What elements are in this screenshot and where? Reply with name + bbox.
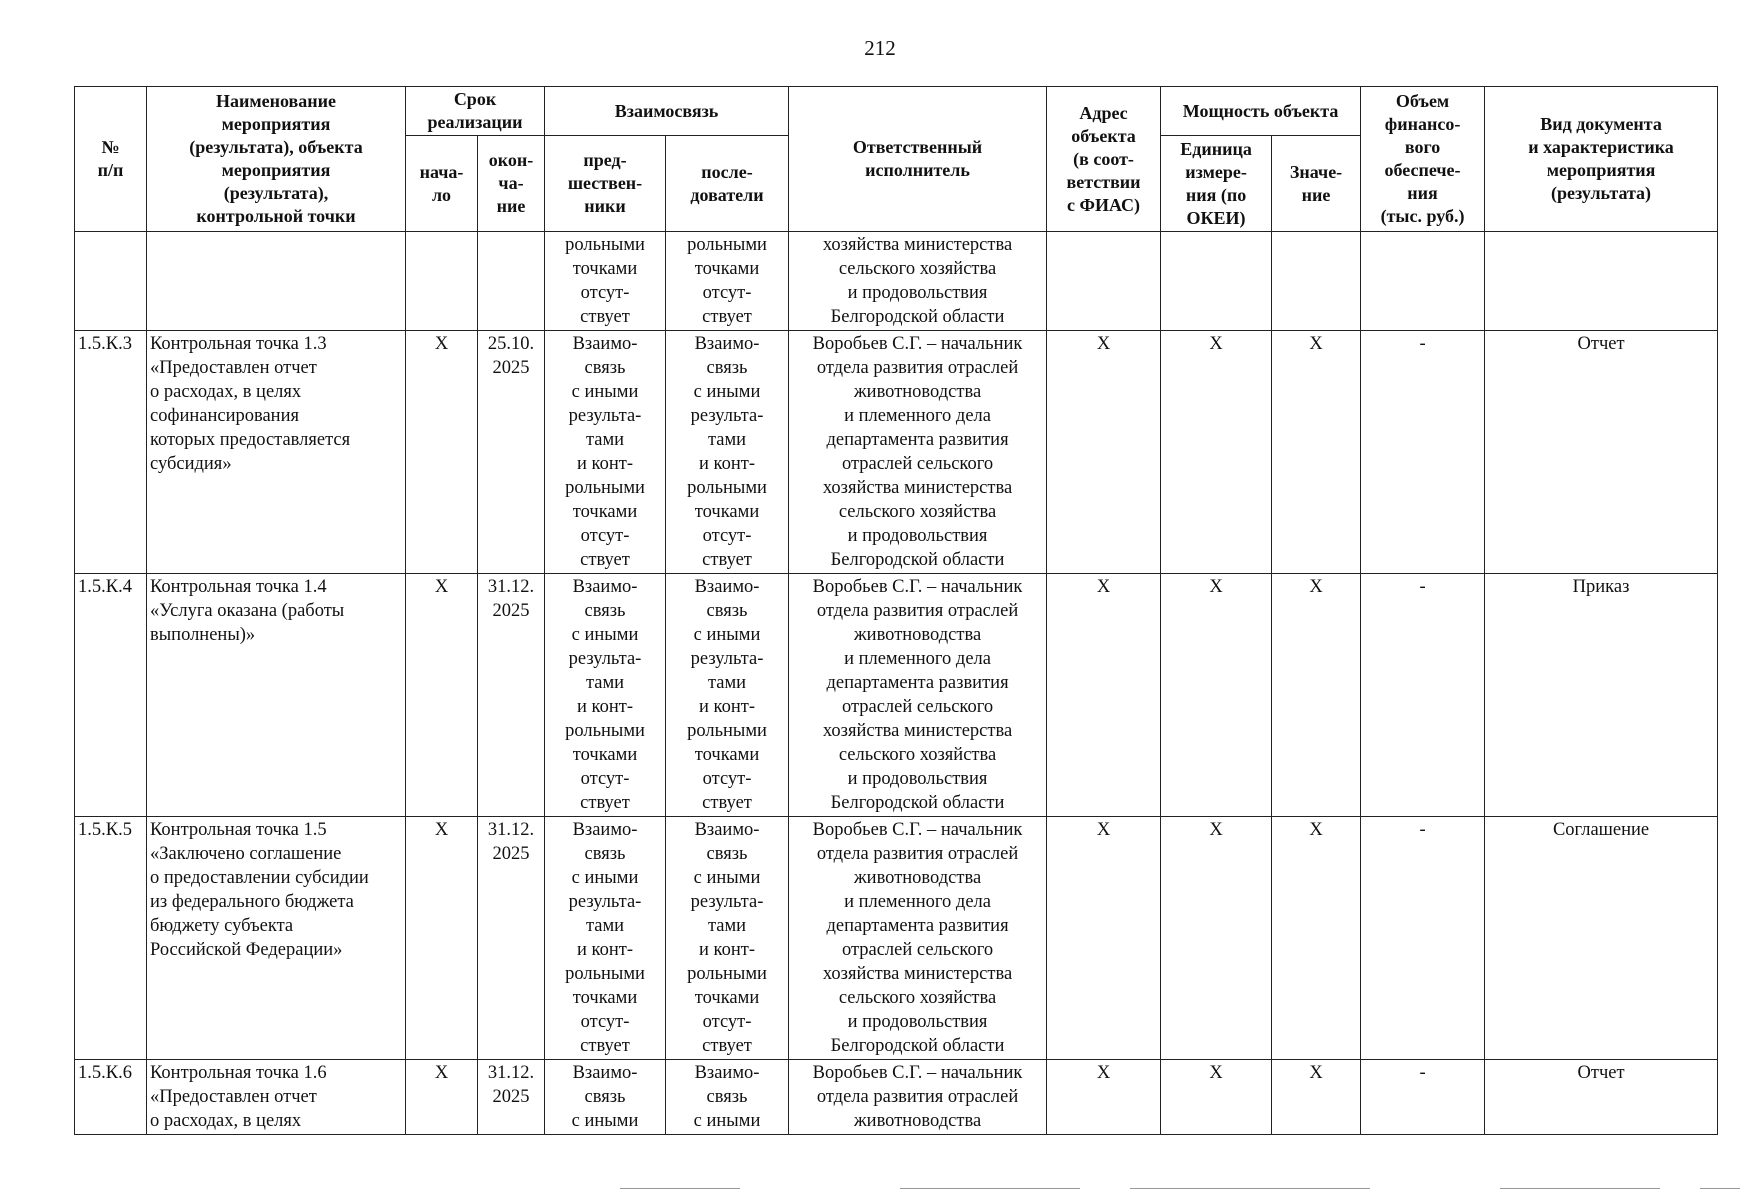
- text-line: с иными: [693, 868, 761, 888]
- cell-value: X: [1272, 1060, 1361, 1135]
- text-line: Белгородской области: [830, 550, 1005, 570]
- text-line: с иными: [693, 625, 761, 645]
- text-line: отдела развития отраслей: [816, 358, 1019, 378]
- text-line: департамента развития: [826, 673, 1009, 693]
- text-line: связь: [706, 844, 748, 864]
- cell-start: [406, 232, 478, 331]
- text-line: отсут-: [580, 526, 630, 546]
- text-line: Воробьев С.Г. – начальник: [812, 334, 1023, 354]
- cell-end: [478, 574, 545, 817]
- cell-end: [478, 232, 545, 331]
- table-row: [75, 574, 1718, 817]
- cell-predecessors: [545, 331, 666, 574]
- text-line: Белгородской области: [830, 793, 1005, 813]
- text-line: Взаимо-: [694, 334, 760, 354]
- cell-value: X: [1272, 574, 1361, 817]
- text-line: окон-: [488, 150, 534, 170]
- cell-unit: X: [1161, 331, 1272, 574]
- text-line: пред-: [583, 150, 627, 170]
- text-line: и продовольствия: [847, 283, 988, 303]
- text-line: отсут-: [702, 283, 752, 303]
- text-line: сельского хозяйства: [838, 988, 997, 1008]
- text-line: Воробьев С.Г. – начальник: [812, 820, 1023, 840]
- text-line: реализации: [427, 112, 523, 132]
- text-line: 2025: [492, 844, 530, 864]
- text-line: Адрес: [1079, 102, 1128, 123]
- text-line: и конт-: [577, 454, 633, 474]
- cell-num: 1.5.К.4: [75, 574, 147, 817]
- text-line: субсидия»: [150, 454, 232, 474]
- text-line: животноводства: [853, 625, 982, 645]
- text-line: отдела развития отраслей: [816, 1087, 1019, 1107]
- text-line: связь: [706, 1087, 748, 1107]
- text-line: Значе-: [1289, 161, 1343, 182]
- text-line: ники: [584, 196, 626, 216]
- text-line: связь: [584, 844, 626, 864]
- text-line: отсут-: [580, 1012, 630, 1032]
- text-line: точками: [572, 745, 638, 765]
- text-line: департамента развития: [826, 916, 1009, 936]
- text-line: 31.12.: [487, 820, 535, 840]
- cell-successors: [666, 232, 789, 331]
- cell-responsible: [789, 1060, 1047, 1135]
- text-line: ствует: [702, 1036, 752, 1056]
- cell-successors: [666, 1060, 789, 1135]
- text-line: исполнитель: [865, 160, 970, 180]
- text-line: бюджету субъекта: [150, 916, 294, 936]
- text-line: и конт-: [699, 454, 756, 474]
- text-line: измере-: [1185, 161, 1247, 182]
- cell-funding: -: [1361, 331, 1485, 574]
- header-name: [147, 87, 406, 232]
- text-line: хозяйства министерства: [822, 964, 1013, 984]
- text-line: ние: [1301, 184, 1331, 205]
- cell-responsible: [789, 817, 1047, 1060]
- table-row-continuation: [75, 232, 1718, 331]
- cell-value: X: [1272, 331, 1361, 574]
- cell-unit: X: [1161, 1060, 1272, 1135]
- text-line: «Заключено соглашение: [150, 844, 342, 864]
- text-line: ло: [431, 184, 452, 205]
- text-line: точками: [572, 259, 638, 279]
- text-line: Белгородской области: [830, 1036, 1005, 1056]
- text-line: ветствии: [1066, 171, 1141, 192]
- text-line: результа-: [568, 406, 642, 426]
- cell-predecessors: [545, 817, 666, 1060]
- text-line: о расходах, в целях: [150, 382, 302, 402]
- cell-doc: Отчет: [1485, 331, 1718, 574]
- header-responsible: [789, 87, 1047, 232]
- text-line: мероприятия: [221, 160, 331, 180]
- text-line: связь: [584, 1087, 626, 1107]
- text-line: сельского хозяйства: [838, 259, 997, 279]
- text-line: рольными: [687, 964, 767, 984]
- text-line: отсут-: [580, 283, 630, 303]
- text-line: 2025: [492, 1087, 530, 1107]
- cell-funding: -: [1361, 574, 1485, 817]
- text-line: животноводства: [853, 382, 982, 402]
- text-line: тами: [585, 916, 625, 936]
- text-line: тами: [707, 673, 747, 693]
- text-line: ча-: [498, 173, 524, 193]
- header-funding: [1361, 87, 1485, 232]
- cell-doc: Приказ: [1485, 574, 1718, 817]
- text-line: финансо-: [1384, 114, 1461, 134]
- text-line: отсут-: [702, 769, 752, 789]
- text-line: 31.12.: [487, 577, 535, 597]
- text-line: связь: [706, 358, 748, 378]
- cell-start: X: [406, 331, 478, 574]
- text-line: Воробьев С.Г. – начальник: [812, 577, 1023, 597]
- text-line: Взаимо-: [694, 1063, 760, 1083]
- text-line: результа-: [568, 649, 642, 669]
- header-start: [406, 136, 478, 232]
- text-line: тами: [585, 673, 625, 693]
- text-line: ствует: [702, 793, 752, 813]
- text-line: и конт-: [577, 697, 633, 717]
- text-line: мероприятия: [1546, 160, 1656, 180]
- text-line: результа-: [690, 406, 764, 426]
- text-line: рольными: [565, 235, 645, 255]
- text-line: с иными: [693, 1111, 761, 1131]
- text-line: с иными: [571, 382, 639, 402]
- header-capacity: Мощность объекта: [1161, 87, 1361, 136]
- cell-responsible: [789, 331, 1047, 574]
- header-address: [1047, 87, 1161, 232]
- cell-address: X: [1047, 817, 1161, 1060]
- text-line: (тыс. руб.): [1380, 206, 1465, 226]
- cell-num: 1.5.К.3: [75, 331, 147, 574]
- scan-artifact-lines: [0, 1188, 1760, 1192]
- text-line: Контрольная точка 1.4: [150, 577, 327, 597]
- text-line: Срок: [453, 89, 497, 109]
- text-line: рольными: [687, 235, 767, 255]
- text-line: ствует: [702, 550, 752, 570]
- text-line: хозяйства министерства: [822, 235, 1013, 255]
- text-line: хозяйства министерства: [822, 478, 1013, 498]
- cell-responsible: [789, 232, 1047, 331]
- text-line: точками: [694, 745, 760, 765]
- text-line: шествен-: [567, 173, 643, 193]
- table-header: [75, 87, 1718, 232]
- text-line: точками: [572, 988, 638, 1008]
- text-line: Взаимо-: [572, 334, 638, 354]
- text-line: мероприятия: [221, 114, 331, 134]
- text-line: Контрольная точка 1.5: [150, 820, 327, 840]
- header-term: [406, 87, 545, 136]
- text-line: животноводства: [853, 1111, 982, 1131]
- cell-predecessors: [545, 574, 666, 817]
- text-line: отсут-: [702, 1012, 752, 1032]
- cell-successors: [666, 331, 789, 574]
- text-line: отдела развития отраслей: [816, 601, 1019, 621]
- text-line: «Услуга оказана (работы: [150, 601, 345, 621]
- text-line: (в соот-: [1073, 148, 1134, 169]
- cell-successors: [666, 574, 789, 817]
- text-line: «Предоставлен отчет: [150, 1087, 317, 1107]
- text-line: нача-: [419, 161, 464, 182]
- cell-doc: [1485, 232, 1718, 331]
- text-line: отдела развития отраслей: [816, 844, 1019, 864]
- text-line: и конт-: [699, 940, 756, 960]
- cell-address: X: [1047, 574, 1161, 817]
- text-line: ния: [1407, 183, 1438, 203]
- text-line: дователи: [690, 184, 764, 205]
- text-line: точками: [694, 502, 760, 522]
- cell-end: [478, 817, 545, 1060]
- cell-end: [478, 331, 545, 574]
- cell-funding: -: [1361, 817, 1485, 1060]
- text-line: о расходах, в целях: [150, 1111, 302, 1131]
- text-line: тами: [707, 916, 747, 936]
- text-line: отсут-: [580, 769, 630, 789]
- cell-end: [478, 1060, 545, 1135]
- table-row: [75, 331, 1718, 574]
- text-line: вого: [1404, 137, 1441, 157]
- cell-name: [147, 574, 406, 817]
- header-end: [478, 136, 545, 232]
- text-line: Контрольная точка 1.6: [150, 1063, 327, 1083]
- cell-start: X: [406, 817, 478, 1060]
- cell-unit: [1161, 232, 1272, 331]
- header-successors: [666, 136, 789, 232]
- text-line: 2025: [492, 358, 530, 378]
- text-line: контрольной точки: [196, 206, 356, 226]
- cell-address: X: [1047, 1060, 1161, 1135]
- text-line: 31.12.: [487, 1063, 535, 1083]
- page-number: 212: [864, 36, 896, 60]
- cell-predecessors: [545, 232, 666, 331]
- cell-start: X: [406, 574, 478, 817]
- header-unit: [1161, 136, 1272, 232]
- text-line: с иными: [693, 382, 761, 402]
- text-line: (результата), объекта: [189, 137, 363, 157]
- text-line: сельского хозяйства: [838, 745, 997, 765]
- cell-name: [147, 817, 406, 1060]
- text-line: рольными: [687, 478, 767, 498]
- text-line: объекта: [1071, 125, 1136, 146]
- text-line: департамента развития: [826, 430, 1009, 450]
- text-line: с ФИАС): [1067, 194, 1141, 215]
- text-line: тами: [707, 430, 747, 450]
- text-line: ствует: [702, 307, 752, 327]
- text-line: после-: [701, 161, 753, 182]
- text-line: точками: [572, 502, 638, 522]
- text-line: о предоставлении субсидии: [150, 868, 369, 888]
- text-line: животноводства: [853, 868, 982, 888]
- text-line: Единица: [1180, 138, 1252, 159]
- text-line: точками: [694, 259, 760, 279]
- text-line: Взаимо-: [694, 820, 760, 840]
- text-line: рольными: [687, 721, 767, 741]
- cell-funding: -: [1361, 1060, 1485, 1135]
- text-line: №: [101, 137, 120, 157]
- text-line: результа-: [690, 892, 764, 912]
- cell-funding: [1361, 232, 1485, 331]
- text-line: Воробьев С.Г. – начальник: [812, 1063, 1023, 1083]
- header-num: [75, 87, 147, 232]
- text-line: отраслей сельского: [841, 454, 994, 474]
- text-line: выполнены)»: [150, 625, 256, 645]
- cell-address: X: [1047, 331, 1161, 574]
- cell-name: [147, 1060, 406, 1135]
- text-line: результа-: [690, 649, 764, 669]
- text-line: ствует: [580, 1036, 630, 1056]
- text-line: ствует: [580, 550, 630, 570]
- text-line: и конт-: [699, 697, 756, 717]
- table-row: [75, 817, 1718, 1060]
- text-line: отсут-: [702, 526, 752, 546]
- header-relation: Взаимосвязь: [545, 87, 789, 136]
- header-doc: [1485, 87, 1718, 232]
- text-line: с иными: [571, 868, 639, 888]
- cell-start: X: [406, 1060, 478, 1135]
- text-line: и конт-: [577, 940, 633, 960]
- text-line: и продовольствия: [847, 769, 988, 789]
- text-line: Контрольная точка 1.3: [150, 334, 327, 354]
- cell-num: 1.5.К.6: [75, 1060, 147, 1135]
- cell-responsible: [789, 574, 1047, 817]
- table-body: [75, 232, 1718, 1135]
- cell-address: [1047, 232, 1161, 331]
- text-line: и продовольствия: [847, 1012, 988, 1032]
- cell-value: [1272, 232, 1361, 331]
- text-line: рольными: [565, 964, 645, 984]
- text-line: ния (по: [1185, 184, 1247, 205]
- text-line: Ответственный: [852, 137, 983, 157]
- header-value: [1272, 136, 1361, 232]
- cell-successors: [666, 817, 789, 1060]
- text-line: ОКЕИ): [1186, 207, 1246, 228]
- text-line: отраслей сельского: [841, 697, 994, 717]
- text-line: Российской Федерации»: [150, 940, 343, 960]
- table-row: [75, 1060, 1718, 1135]
- cell-doc: Отчет: [1485, 1060, 1718, 1135]
- text-line: связь: [584, 358, 626, 378]
- control-points-table: [74, 86, 1718, 1135]
- cell-name: [147, 232, 406, 331]
- text-line: и племенного дела: [844, 892, 991, 912]
- text-line: связь: [706, 601, 748, 621]
- text-line: 25.10.: [487, 334, 535, 354]
- cell-num: [75, 232, 147, 331]
- text-line: и племенного дела: [844, 649, 991, 669]
- text-line: сельского хозяйства: [838, 502, 997, 522]
- cell-num: 1.5.К.5: [75, 817, 147, 1060]
- text-line: из федерального бюджета: [150, 892, 354, 912]
- text-line: Объем: [1395, 91, 1450, 111]
- cell-doc: Соглашение: [1485, 817, 1718, 1060]
- text-line: (результата): [1551, 183, 1652, 203]
- text-line: рольными: [565, 721, 645, 741]
- text-line: ствует: [580, 307, 630, 327]
- text-line: софинансирования: [150, 406, 299, 426]
- text-line: Взаимо-: [572, 1063, 638, 1083]
- text-line: «Предоставлен отчет: [150, 358, 317, 378]
- text-line: которых предоставляется: [150, 430, 351, 450]
- text-line: Наименование: [216, 91, 336, 111]
- cell-unit: X: [1161, 817, 1272, 1060]
- text-line: результа-: [568, 892, 642, 912]
- text-line: и племенного дела: [844, 406, 991, 426]
- text-line: и характеристика: [1528, 137, 1674, 157]
- cell-predecessors: [545, 1060, 666, 1135]
- text-line: хозяйства министерства: [822, 721, 1013, 741]
- text-line: ствует: [580, 793, 630, 813]
- cell-unit: X: [1161, 574, 1272, 817]
- text-line: п/п: [97, 160, 124, 180]
- text-line: обеспече-: [1384, 160, 1461, 180]
- text-line: Вид документа: [1540, 114, 1662, 134]
- text-line: связь: [584, 601, 626, 621]
- text-line: Взаимо-: [572, 820, 638, 840]
- text-line: Взаимо-: [694, 577, 760, 597]
- text-line: ние: [496, 196, 526, 216]
- cell-value: X: [1272, 817, 1361, 1060]
- text-line: и продовольствия: [847, 526, 988, 546]
- text-line: Взаимо-: [572, 577, 638, 597]
- text-line: с иными: [571, 625, 639, 645]
- text-line: (результата),: [223, 183, 329, 203]
- text-line: тами: [585, 430, 625, 450]
- header-predecessors: [545, 136, 666, 232]
- text-line: отраслей сельского: [841, 940, 994, 960]
- text-line: рольными: [565, 478, 645, 498]
- cell-name: [147, 331, 406, 574]
- text-line: точками: [694, 988, 760, 1008]
- text-line: 2025: [492, 601, 530, 621]
- text-line: с иными: [571, 1111, 639, 1131]
- text-line: Белгородской области: [830, 307, 1005, 327]
